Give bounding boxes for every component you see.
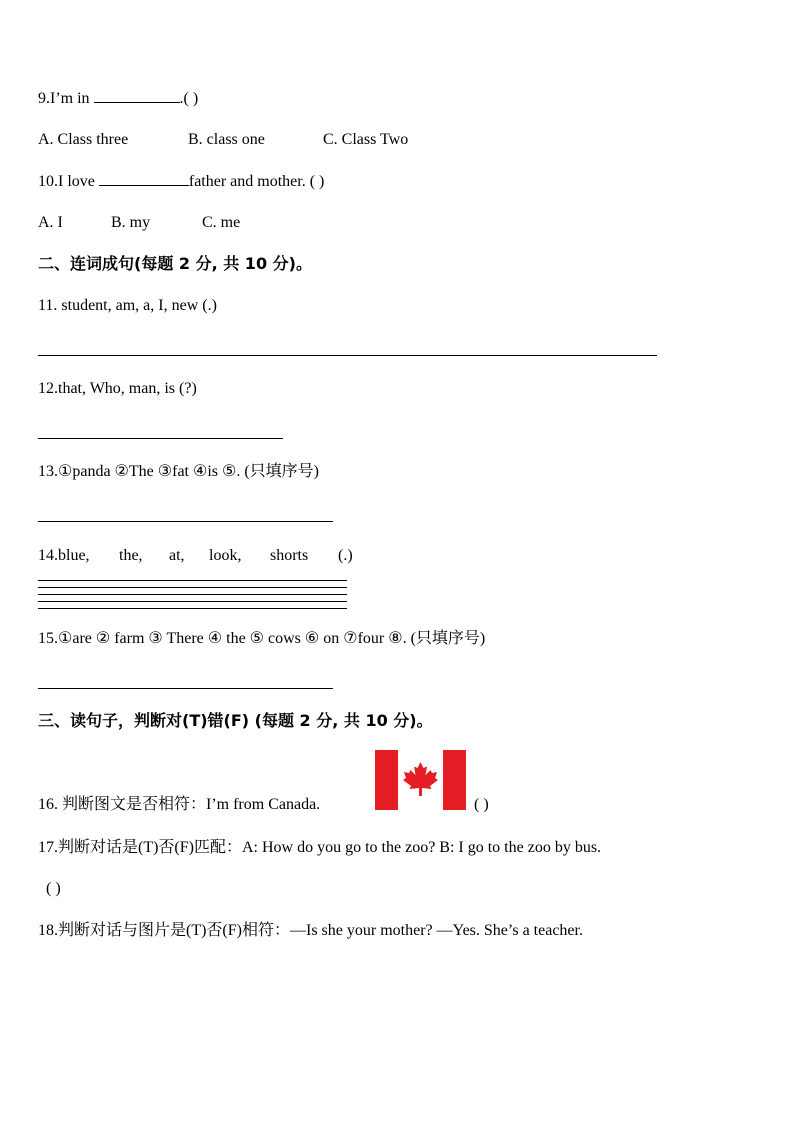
q9-suffix: .( ): [179, 90, 199, 107]
q14-answer-line[interactable]: [38, 594, 347, 595]
canada-flag-icon: [375, 750, 466, 810]
q9-option-c[interactable]: C. Class Two: [323, 131, 409, 148]
q10-options: [38, 213, 240, 233]
q15-answer-line[interactable]: [38, 688, 333, 689]
flag-left-band: [375, 750, 398, 810]
q9-prefix: 9.I’m in: [38, 90, 94, 107]
question-10: [38, 171, 324, 192]
q14-answer-line[interactable]: [38, 587, 347, 588]
flag-center-band: [398, 750, 443, 810]
q17-answer-paren[interactable]: ( ): [46, 880, 61, 897]
q16-text: 16. 判断图文是否相符：I’m from Canada.: [38, 796, 321, 813]
q12-answer-line[interactable]: [38, 438, 283, 439]
section-3-title: 三、读句子，判断对(T)错(F) (每题 2 分, 共 10 分)。: [38, 711, 433, 730]
q14-word: at,: [169, 547, 185, 564]
q14-word: (.): [338, 547, 353, 564]
q10-prefix: 10.I love: [38, 173, 99, 190]
q9-blank[interactable]: [94, 88, 180, 103]
q14-word: 14.blue,: [38, 547, 90, 564]
question-18: 18.判断对话与图片是(T)否(F)相符：—Is she your mother? —Yes. She’s a teacher.: [38, 922, 583, 939]
maple-leaf-icon: [402, 762, 439, 798]
q9-option-b[interactable]: B. class one: [188, 131, 265, 148]
q13-answer-line[interactable]: [38, 521, 333, 522]
q10-suffix: father and mother. ( ): [188, 173, 325, 190]
q14-word: the,: [119, 547, 143, 564]
q14-answer-line[interactable]: [38, 608, 347, 609]
question-12: 12.that, Who, man, is (?): [38, 380, 197, 397]
question-17: 17.判断对话是(T)否(F)匹配：A: How do you go to the zoo? B: I go to the zoo by bus.: [38, 839, 602, 856]
question-16: [38, 795, 320, 815]
q16-answer-paren[interactable]: ( ): [474, 796, 489, 813]
q14-answer-line[interactable]: [38, 601, 347, 602]
q10-option-b[interactable]: B. my: [111, 214, 151, 231]
question-13: 13.①panda ②The ③fat ④is ⑤. (只填序号): [38, 463, 320, 480]
q11-answer-line[interactable]: [38, 355, 657, 356]
q10-blank[interactable]: [99, 171, 189, 186]
question-14: [38, 546, 353, 566]
question-15: 15.①are ② farm ③ There ④ the ⑤ cows ⑥ on ⑦four ⑧. (只填序号): [38, 630, 486, 647]
flag-right-band: [443, 750, 466, 810]
question-11: 11. student, am, a, I, new (.): [38, 297, 217, 314]
q9-options: [38, 130, 408, 150]
q14-word: shorts: [270, 547, 309, 564]
q14-answer-line[interactable]: [38, 580, 347, 581]
section-2-title: 二、连词成句(每题 2 分, 共 10 分)。: [38, 254, 312, 273]
q10-option-c[interactable]: C. me: [202, 214, 241, 231]
q14-word: look,: [209, 547, 242, 564]
q9-option-a[interactable]: A. Class three: [38, 131, 129, 148]
question-9: [38, 88, 198, 109]
q10-option-a[interactable]: A. I: [38, 214, 63, 231]
